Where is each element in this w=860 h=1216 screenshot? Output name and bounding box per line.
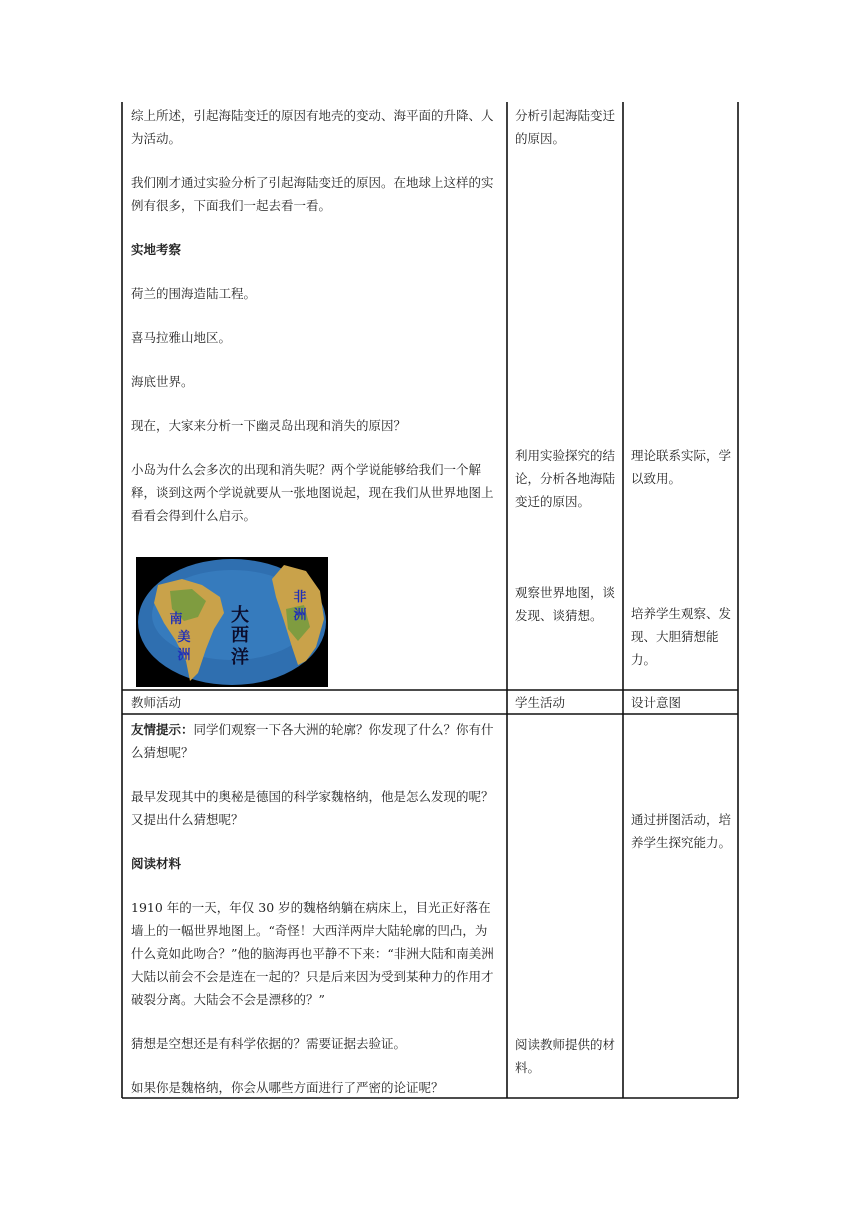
top-design-cell-1	[631, 444, 735, 490]
map-label-atlantic-2: 西	[231, 625, 249, 646]
example-seafloor: 海底世界。	[131, 374, 194, 389]
tip-label: 友情提示：	[131, 722, 194, 737]
map-label-africa-1: 非	[293, 590, 307, 605]
bottom-teacher-cell	[131, 718, 499, 1099]
bottom-design-cell	[631, 808, 735, 854]
ghost-island-question: 现在，大家来分析一下幽灵岛出现和消失的原因？	[131, 418, 407, 433]
tip-paragraph	[131, 718, 499, 764]
student-activity-analyze: 分析引起海陆变迁的原因。	[515, 108, 616, 146]
reading-material-heading: 阅读材料	[131, 856, 182, 871]
field-trip-heading: 实地考察	[131, 242, 182, 257]
experiment-paragraph: 我们刚才通过实验分析了引起海陆变迁的原因。在地球上这样的实例有很多，下面我们一起去看一看。	[131, 175, 494, 213]
atlantic-map-image	[136, 557, 328, 687]
example-netherlands: 荷兰的围海造陆工程。	[131, 286, 257, 301]
map-label-africa-2: 洲	[293, 608, 307, 623]
map-label-south-america-2: 美	[177, 630, 191, 645]
reading-material-paragraph: 1910 年的一天，年仅 30 岁的魏格纳躺在病床上，目光正好落在墙上的一幅世界地图上。“奇怪！大西洋两岸大陆轮廓的凹凸，为什么竟如此吻合？”他的脑海再也平静不下来：“非洲大陆和南美洲大陆以前会不会是连在一起的？只是后来因为受到某种力的作用才破裂分离。大陆会不会是漂移的？”	[131, 900, 494, 1007]
bottom-student-cell	[515, 1033, 619, 1079]
map-label-atlantic-3: 洋	[231, 647, 249, 668]
header-design-intent: 设计意图	[631, 695, 682, 710]
design-intent-puzzle: 通过拼图活动，培养学生探究能力。	[631, 812, 732, 850]
hypothesis-question: 猜想是空想还是有科学依据的？需要证据去验证。	[131, 1036, 407, 1051]
map-label-south-america-3: 洲	[177, 648, 191, 663]
student-activity-experiment: 利用实验探究的结论，分析各地海陆变迁的原因。	[515, 448, 616, 509]
design-intent-observe: 培养学生观察、发现、大胆猜想能力。	[631, 606, 732, 667]
tip-text: 同学们观察一下各大洲的轮廓？你发现了什么？你有什么猜想呢？	[131, 722, 494, 760]
two-theories-paragraph: 小岛为什么会多次的出现和消失呢？两个学说能够给我们一个解释，谈到这两个学说就要从一张地图说起，现在我们从世界地图上看看会得到什么启示。	[131, 462, 494, 523]
wegener-intro-paragraph: 最早发现其中的奥秘是德国的科学家魏格纳，他是怎么发现的呢？又提出什么猜想呢？	[131, 789, 494, 827]
student-activity-observe: 观察世界地图，谈发现、谈猜想。	[515, 585, 616, 623]
top-design-cell-2	[631, 602, 735, 671]
top-student-cell-1	[515, 104, 619, 150]
map-label-atlantic-1: 大	[231, 605, 249, 626]
summary-paragraph: 综上所述，引起海陆变迁的原因有地壳的变动、海平面的升降、人为活动。	[131, 108, 494, 146]
top-teacher-cell	[131, 104, 499, 527]
header-teacher-activity: 教师活动	[131, 695, 182, 710]
map-label-south-america-1: 南	[169, 612, 183, 627]
example-himalaya: 喜马拉雅山地区。	[131, 330, 232, 345]
top-student-cell-3	[515, 581, 619, 627]
argument-question: 如果你是魏格纳，你会从哪些方面进行了严密的论证呢？	[131, 1080, 444, 1095]
top-student-cell-2	[515, 444, 619, 513]
header-student-activity: 学生活动	[515, 695, 566, 710]
student-activity-read: 阅读教师提供的材料。	[515, 1037, 616, 1075]
design-intent-theory: 理论联系实际，学以致用。	[631, 448, 732, 486]
